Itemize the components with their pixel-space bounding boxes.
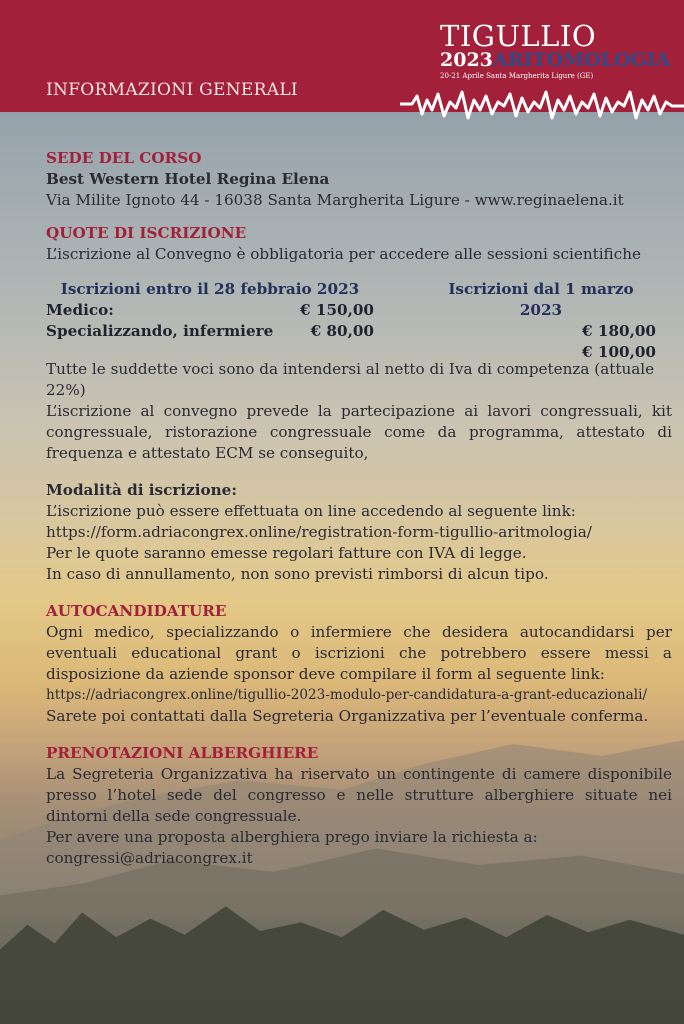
logo-year: 2023 (440, 49, 493, 71)
header-banner (0, 0, 684, 112)
autocandidature-followup: Sarete poi contattati dalla Segreteria Organizzativa per l’eventuale conferma. (46, 707, 649, 725)
logo-title: TIGULLIO (440, 19, 597, 53)
vat-note: Tutte le suddette voci sono da intendersi al netto di Iva di competenza (attuale 22%) (46, 360, 655, 399)
grant-form-link[interactable]: https://adriacongrex.online/tigullio-2023-modulo-per-candidatura-a-grant-educazionali/ (46, 687, 648, 703)
modalita-invoice-note: Per le quote saranno emesse regolari fatture con IVA di legge. (46, 544, 527, 562)
hotel-name: Best Western Hotel Regina Elena (46, 170, 330, 188)
fee-label: Specializzando, infermiere (46, 322, 274, 340)
section-heading-modalita: Modalità di iscrizione: (46, 481, 237, 499)
event-logo (440, 19, 680, 80)
fee-label: Medico: (46, 301, 114, 319)
prenotazioni-request: Per avere una proposta alberghiera prego inviare la richiesta a: (46, 828, 538, 846)
fee-late-value: € 180,00 (582, 322, 656, 340)
hotel-address: Via Milite Ignoto 44 - 16038 Santa Margherita Ligure - www.reginaelena.it (46, 191, 624, 209)
modalita-line: L’iscrizione può essere effettuata on line accedendo al seguente link: (46, 502, 576, 520)
section-heading-quote: QUOTE DI ISCRIZIONE (46, 224, 247, 242)
fees-table (46, 279, 672, 361)
page-title: INFORMAZIONI GENERALI (46, 80, 298, 100)
fee-early-value: € 150,00 (300, 301, 374, 319)
main-content (46, 148, 672, 869)
logo-word: ARITOMOLOGIA (492, 49, 671, 71)
section-heading-autocandidature: AUTOCANDIDATURE (46, 602, 227, 620)
fee-row-medico (46, 300, 374, 321)
modalita-refund-note: In caso di annullamento, non sono previsti rimborsi di alcun tipo. (46, 565, 549, 583)
ecg-wave-icon (398, 88, 684, 132)
fees-early-header: Iscrizioni entro il 28 febbraio 2023 (60, 280, 360, 298)
registration-link[interactable]: https://form.adriacongrex.online/registration-form-tigullio-aritmologia/ (46, 523, 592, 541)
fee-early-value: € 80,00 (310, 322, 374, 340)
fees-early-column (46, 279, 374, 342)
autocandidature-text: Ogni medico, specializzando o infermiere che desidera autocandidarsi per eventuali educational grant o iscrizioni che potrebbero essere messi a disposizione da aziende sponsor deve compilare il form al seguente link: (46, 623, 672, 683)
section-heading-prenotazioni: PRENOTAZIONI ALBERGHIERE (46, 744, 319, 762)
fees-late-header: Iscrizioni dal 1 marzo 2023 (448, 280, 634, 319)
fee-late-value: € 100,00 (582, 343, 656, 361)
logo-subtitle: 20-21 Aprile Santa Margherita Ligure (GE) (440, 72, 594, 80)
quote-intro: L’iscrizione al Convegno è obbligatoria per accedere alle sessioni scientifiche (46, 245, 641, 263)
logo-year-line (440, 50, 680, 70)
fees-late-column (426, 279, 656, 363)
prenotazioni-text: La Segreteria Organizzativa ha riservato un contingente di camere disponibile presso l’hotel sede del congresso e nelle strutture alberghiere situate nei dintorni della sede congressuale. (46, 765, 672, 825)
inclusions-note: L’iscrizione al convegno prevede la partecipazione ai lavori congressuali, kit congressuale, ristorazione congressuale come da programma, attestato di frequenza e attestato ECM se conseguito, (46, 402, 672, 462)
contact-email-link[interactable]: congressi@adriacongrex.it (46, 849, 253, 867)
fee-row-specializzando (46, 321, 374, 342)
section-heading-sede: SEDE DEL CORSO (46, 149, 202, 167)
